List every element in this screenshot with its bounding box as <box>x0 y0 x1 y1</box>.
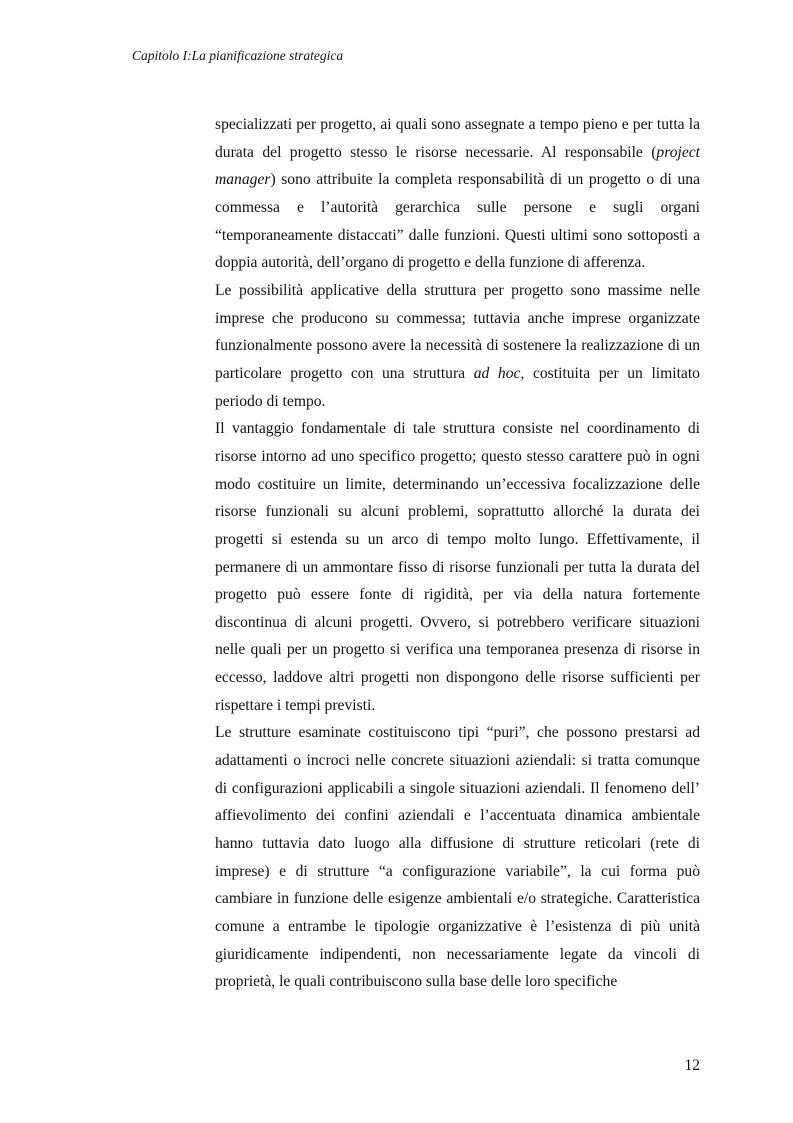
paragraph <box>215 415 700 719</box>
paragraph <box>215 111 700 277</box>
text-run: , costituita per un limitato periodo di tempo. <box>215 364 700 410</box>
page-number <box>685 1057 701 1075</box>
chapter-title: Capitolo I:La pianificazione strategica <box>132 48 344 63</box>
italic-term: project manager <box>215 143 700 189</box>
body-text <box>215 111 700 996</box>
paragraph <box>215 719 700 996</box>
text-run: Il vantaggio fondamentale di tale struttura consiste nel coordinamento di risorse intorno ad uno specifico progetto; questo stesso carattere può in ogni modo costituire un limite, determinando un’eccessiva focalizzazione delle risorse funzionali su alcuni problemi, soprattutto allorché la durata dei progetti si estenda su un arco di tempo molto lungo. Effettivamente, il permanere di un ammontare fisso di risorse funzionali per tutta la durata del progetto può essere fonte di rigidità, per via della natura fortemente discontinua di alcuni progetti. Ovvero, si potrebbero verificare situazioni nelle quali per un progetto si verifica una temporanea presenza di risorse in eccesso, laddove altri progetti non dispongono delle risorse sufficienti per rispettare i tempi previsti. <box>215 420 700 714</box>
running-header <box>132 48 343 64</box>
text-run: specializzati per progetto, ai quali sono assegnate a tempo pieno e per tutta la durata del progetto stesso le risorse necessarie. Al responsabile ( <box>215 116 700 161</box>
italic-term: ad hoc <box>473 364 521 382</box>
text-run: Le strutture esaminate costituiscono tipi “puri”, che possono prestarsi ad adattamenti o incroci nelle concrete situazioni aziendali: si tratta comunque di configurazioni applicabili a singole situazioni aziendali. Il fenomeno dell’ affievolimento dei confini aziendali e l’accentuata dinamica ambientale hanno tuttavia dato luogo alla diffusione di strutture reticolari (rete di imprese) e di strutture “a configurazione variabile”, la cui forma può cambiare in funzione delle esigenze ambientali e/o strategiche. Caratteristica comune a entrambe le tipologie organizzative è l’esistenza di più unità giuridicamente indipendenti, non necessariamente legate da vincoli di proprietà, le quali contribuiscono sulla base delle loro specifiche <box>215 724 700 991</box>
paragraph <box>215 277 700 415</box>
text-run: Le possibilità applicative della struttura per progetto sono massime nelle imprese che producono su commessa; tuttavia anche imprese organizzate funzionalmente possono avere la necessità di sostenere la realizzazione di un particolare progetto con una struttura <box>215 281 700 382</box>
page-number-value: 12 <box>684 1057 700 1074</box>
text-run: ) sono attribuite la completa responsabilità di un progetto o di una commessa e l’autorità gerarchica sulle persone e sugli organi “temporaneamente distaccati” dalle funzioni. Questi ultimi sono sottoposti a doppia autorità, dell’organo di progetto e della funzione di afferenza. <box>215 171 700 272</box>
